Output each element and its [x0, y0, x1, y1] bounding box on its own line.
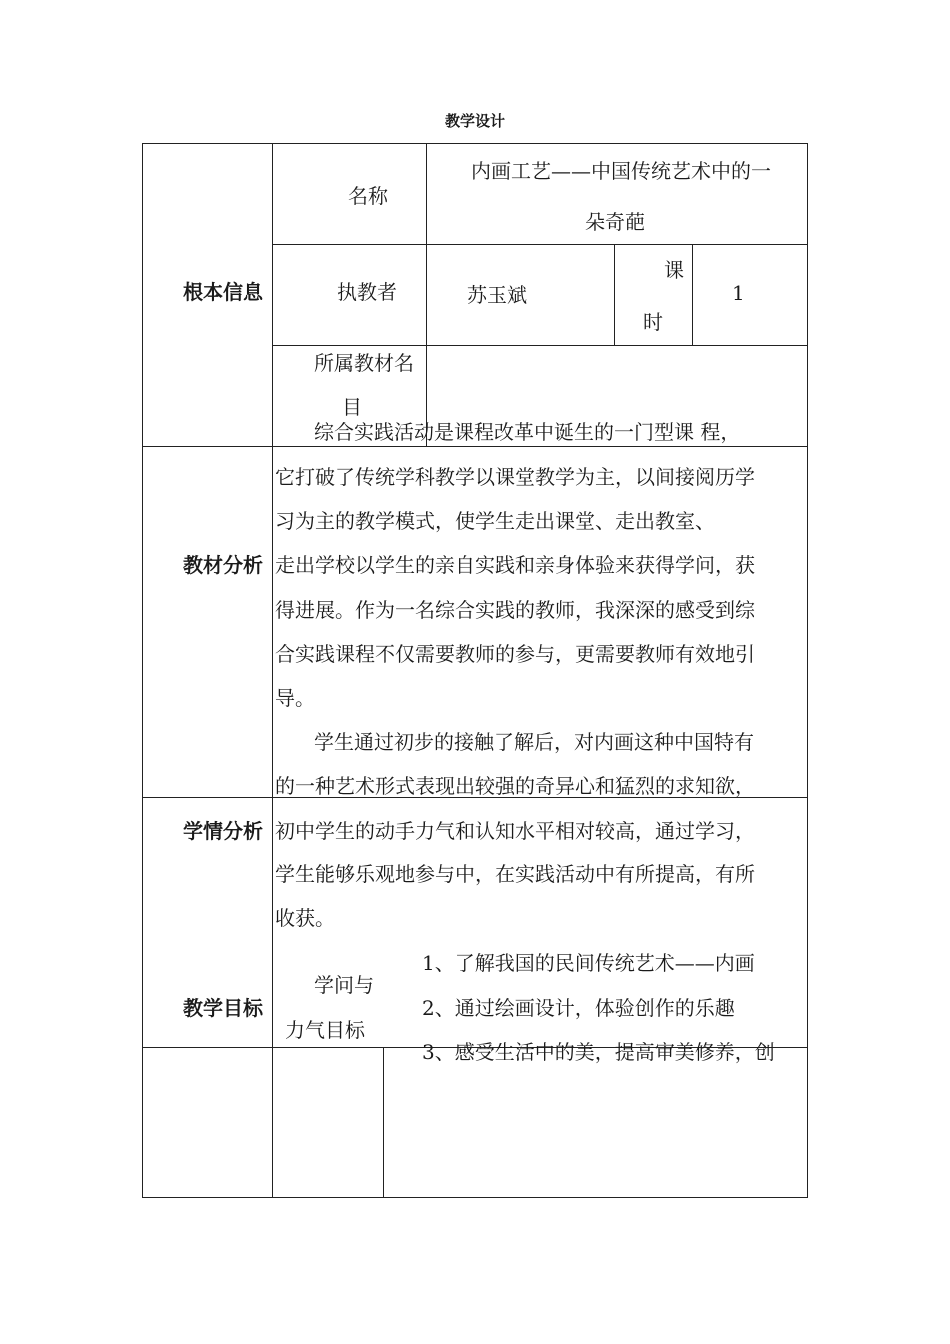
material-line: 综合实践活动是课程改革中诞生的一门型课 程， — [314, 420, 741, 444]
goal-sub-label-line1: 学问与 — [314, 973, 374, 997]
student-line: 学生能够乐观地参与中，在实践活动中有所提高，有所 — [275, 862, 755, 886]
material-line: 习为主的教学模式，使学生走出课堂、走出教室、 — [275, 509, 715, 533]
student-line: 收获。 — [275, 906, 335, 930]
material-line: 得进展。作为一名综合实践的教师，我深深的感受到综 — [275, 598, 755, 622]
material-line: 合实践课程不仅需要教师的参与，更需要教师有效地引 — [275, 642, 755, 666]
material-line: 导。 — [275, 686, 315, 710]
student-line: 学生通过初步的接触了解后，对内画这种中国特有 — [314, 730, 754, 754]
textbook-label-line1: 所属教材名 — [314, 351, 414, 375]
name-value-line2: 朵奇葩 — [585, 210, 645, 234]
teaching-goals-header: 教学目标 — [183, 996, 263, 1020]
goal-sub-label-line2: 力气目标 — [285, 1018, 365, 1042]
student-line: 初中学生的动手力气和认知水平相对较高，通过学习， — [275, 819, 755, 843]
textbook-label-line2: 目 — [342, 395, 362, 419]
goal-item: 2、通过绘画设计，体验创作的乐趣 — [422, 996, 735, 1020]
material-analysis-header: 教材分析 — [183, 553, 263, 577]
document-title: 教学设计 — [444, 112, 505, 130]
period-label-top: 课 — [664, 258, 684, 282]
material-line: 走出学校以学生的亲自实践和亲身体验来获得学问，获 — [275, 553, 755, 577]
period-label-bottom: 时 — [643, 310, 663, 334]
material-line: 它打破了传统学科教学以课堂教学为主，以间接阅历学 — [275, 465, 755, 489]
teacher-label: 执教者 — [337, 280, 397, 304]
name-label: 名称 — [348, 184, 388, 208]
teacher-value: 苏玉斌 — [467, 283, 527, 307]
goal-item: 1、了解我国的民间传统艺术——内画 — [422, 951, 755, 975]
student-analysis-header: 学情分析 — [183, 819, 263, 843]
goal-item: 3、感受生活中的美，提高审美修养，创 — [422, 1040, 775, 1064]
basic-info-header: 根本信息 — [183, 280, 263, 304]
student-line: 的一种艺术形式表现出较强的奇异心和猛烈的求知欲， — [275, 774, 755, 798]
name-value-line1: 内画工艺——中国传统艺术中的一 — [471, 159, 771, 183]
period-value: 1 — [732, 281, 745, 305]
